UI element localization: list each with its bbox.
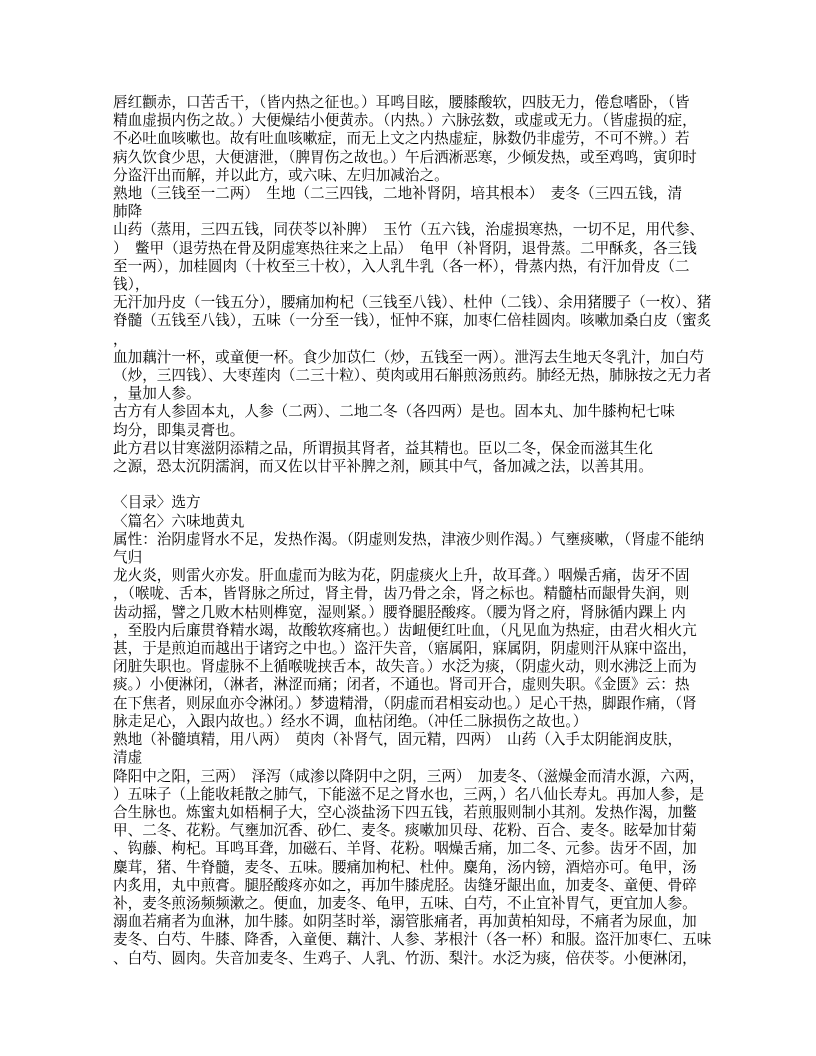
text-line: 精血虚损内伤之故。）大便燥结小便黄赤。（内热。）六脉弦数，或虚或无力。（皆虚损的症，: [113, 113, 697, 130]
text-line: 清虚: [113, 750, 143, 767]
text-line: 在下焦者，则尿血亦令淋闭。）梦遗精滑，（阴虚而君相妄动也。）足心干热，脚跟作痛，（肾: [113, 695, 697, 712]
text-line: ）五味子（上能收耗散之肺气，下能滋不足之肾水也，三两，）名八仙长寿丸。再加人参，是: [113, 786, 705, 803]
text-line: 甲、二冬、花粉。气壅加沉香、砂仁、麦冬。痰嗽加贝母、花粉、百合、麦冬。眩晕加甘菊: [113, 823, 697, 840]
text-line: （炒，三四钱）、大枣莲肉（二三十粒）、萸肉或用石斛煎汤煎药。肺经无热，肺脉按之无力者: [113, 368, 712, 385]
text-line: 之源，恐太沉阴濡润，而又佐以甘平补脾之剂，顾其中气，备加减之法，以善其用。: [113, 459, 653, 476]
text-line: 麋茸，猪、牛脊髓，麦冬、五味。腰痛加枸杞、杜仲。麋角，汤内镑，酒焙亦可。龟甲，汤: [113, 859, 697, 876]
text-line: 〈目录〉选方: [113, 495, 201, 512]
text-line: 内炙用，丸中煎膏。腿胫酸疼亦如之，再加牛膝虎胫。齿缝牙龈出血，加麦冬、童便、骨碎: [113, 877, 697, 894]
text-line: ，量加人参。: [113, 386, 201, 403]
text-line: 山药（蒸用，三四五钱，同茯苓以补脾） 玉竹（五六钱，治虚损寒热，一切不足，用代参、: [113, 222, 705, 239]
text-line: [113, 476, 713, 494]
text-line: 熟地（三钱至一二两） 生地（二三四钱，二地补肾阴，培其根本） 麦冬（三四五钱，清: [113, 186, 683, 203]
text-line: 、钩藤、枸杞。耳鸣耳聋，加磁石、羊肾、花粉。咽燥舌痛，加二冬、元参。齿牙不固，加: [113, 841, 697, 858]
document-text-block: [113, 94, 713, 968]
text-line: 肺降: [113, 204, 143, 221]
text-line: 脉走足心，入跟内故也。）经水不调，血枯闭绝。（冲任二脉损伤之故也。）: [113, 713, 588, 730]
text-line: 闭脏失职也。肾虚脉不上循喉咙挟舌本，故失音。）水泛为痰，（阴虚火动，则水沸泛上而为: [113, 659, 697, 676]
text-line: 溺血若痛者为血淋，加牛膝。如阴茎时举，溺管胀痛者，再加黄柏知母，不痛者为尿血，加: [113, 914, 697, 931]
text-line: 熟地（补髓填精，用八两） 萸肉（补肾气，固元精，四两） 山药（入手太阴能润皮肤，: [113, 732, 683, 749]
text-line: 血加藕汁一杯，或童便一杯。食少加苡仁（炒，五钱至一两）。泄泻去生地天冬乳汁，加白芍: [113, 349, 705, 366]
text-line: 分盗汗出而解，并以此方，或六味、左归加减治之。: [113, 167, 449, 184]
text-line: 麦冬、白芍、牛膝、降香，入童便、藕汁、人参、茅根汁（各一杯）和服。盗汗加枣仁、五味: [113, 932, 712, 949]
text-line: ） 鳖甲（退劳热在骨及阴虚寒热往来之上品） 龟甲（补肾阴，退骨蒸。二甲酥炙，各三钱: [113, 240, 697, 257]
text-line: ，: [113, 331, 128, 348]
text-line: 古方有人参固本丸，人参（二两）、二地二冬（各四两）是也。固本丸、加牛膝枸杞七味: [113, 404, 675, 421]
text-line: 合生脉也。炼蜜丸如梧桐子大，空心淡盐汤下四五钱，若煎服则制小其剂。发热作渴，加鳖: [113, 804, 697, 821]
text-line: 病久饮食少思，大便溏泄，（脾胃伤之故也。）午后洒淅恶寒，少倾发热，或至鸡鸣，寅卯时: [113, 149, 697, 166]
text-line: 补，麦冬煎汤频频漱之。便血，加麦冬、龟甲，五味、白芍，不止宜补胃气，更宜加人参。: [113, 895, 697, 912]
text-line: ，至股内后廉贯脊精水竭，故酸软疼痛也。）齿衄便红吐血，（凡见血为热症，由君火相火亢: [113, 622, 697, 639]
text-line: 属性：治阴虚肾水不足，发热作渴。（阴虚则发热，津液少则作渴。）气壅痰嗽，（肾虚不能纳: [113, 531, 705, 548]
text-line: 脊髓（五钱至八钱），五味（一分至一钱），怔忡不寐，加枣仁倍桂圆肉。咳嗽加桑白皮（蜜炙: [113, 313, 712, 330]
text-line: 不必吐血咳嗽也。故有吐血咳嗽症，而无上文之内热虚症，脉数仍非虚劳，不可不辨。）若: [113, 131, 690, 148]
text-line: 无汗加丹皮（一钱五分），腰痛加枸杞（三钱至八钱）、杜仲（二钱）、余用猪腰子（一枚）、猪: [113, 295, 712, 312]
text-line: 甚，于是煎迫而越出于诸窍之中也。）盗汗失音，（寤属阳，寐属阴，阴虚则汗从寐中盗出，: [113, 641, 697, 658]
text-line: 痰。）小便淋闭，（淋者，淋涩而痛；闭者，不通也。肾司开合，虚则失职。《金匮》云：热: [113, 677, 690, 694]
text-line: 〈篇名〉六味地黄丸: [113, 513, 245, 530]
text-line: 至一两），加桂圆肉（十枚至三十枚），入人乳牛乳（各一杯），骨蒸内热，有汗加骨皮（二钱），: [113, 258, 690, 294]
text-line: 、白芍、圆肉。失音加麦冬、生鸡子、人乳、竹沥、梨汁。水泛为痰，倍茯苓。小便淋闭，: [113, 950, 697, 967]
text-line: 气归: [113, 550, 143, 567]
text-line: 降阳中之阳，三两） 泽泻（咸渗以降阴中之阴，三两） 加麦冬、（滋燥金而清水源，六两，: [113, 768, 705, 785]
text-line: 龙火炎，则雷火亦发。肝血虚而为眩为花，阴虚痰火上升，故耳聋。）咽燥舌痛，齿牙不固: [113, 568, 690, 585]
text-line: 齿动摇，譬之几败木枯则榫宽，湿则紧。）腰脊腿胫酸疼。（腰为肾之府，肾脉循内踝上 内: [113, 604, 686, 621]
text-line: 均分，即集灵膏也。: [113, 422, 245, 439]
text-line: 此方君以甘寒滋阴添精之品，所谓损其肾者，益其精也。臣以二冬，保金而滋其生化: [113, 440, 653, 457]
text-line: 唇红颧赤，口苦舌干，（皆内热之征也。）耳鸣目眩，腰膝酸软，四肢无力，倦怠嗜卧，（皆: [113, 95, 690, 111]
text-line: ，（喉咙、舌本，皆肾脉之所过，肾主骨，齿乃骨之余，肾之标也。精髓枯而龈骨失润，则: [113, 586, 690, 603]
